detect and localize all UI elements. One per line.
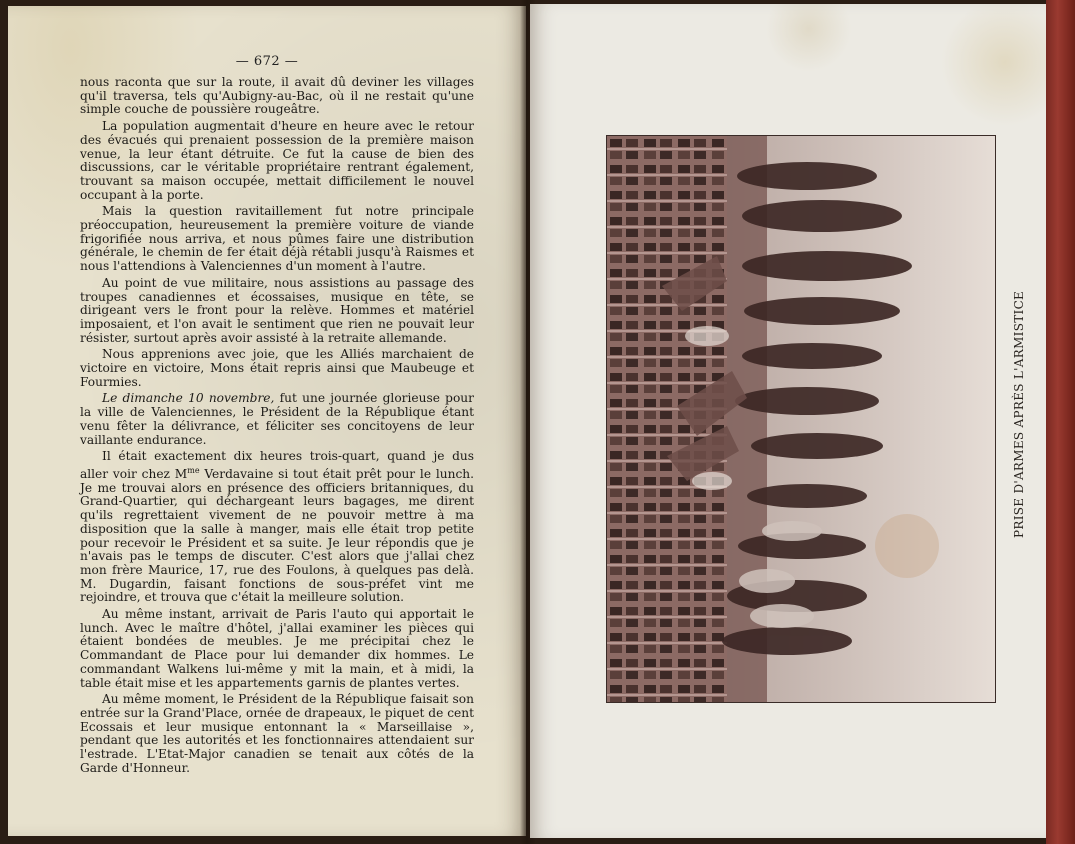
photograph-image xyxy=(607,136,995,702)
paragraph-6-rest: fut une journée glorieuse pour la ville de Valenciennes, le Président de la République étant venu fêter la délivrance, et féliciter ses concitoyens de leur vaillante endurance. xyxy=(80,391,474,447)
body-text xyxy=(80,76,474,779)
paragraph-8: Au même instant, arrivait de Paris l'auto qui apportait le lunch. Avec le maître d'hôtel, j'allai examiner les pièces qui étaient bondées de meubles. Je me précipitai chez le Commandant de Place pour lui demander dix hommes. Le commandant Walkens lui-même y mit la main, et à midi, la table était mise et les appartements garnis de plantes vertes. xyxy=(80,607,474,690)
paragraph-7 xyxy=(80,450,474,605)
superscript-me: me xyxy=(187,465,200,475)
paragraph-5: Nous apprenions avec joie, que les Alliés marchaient de victoire en victoire, Mons était repris ainsi que Maubeuge et Fourmies. xyxy=(80,347,474,389)
photograph-military-parade xyxy=(606,135,996,703)
paragraph-9: Au même moment, le Président de la République faisait son entrée sur la Grand'Place, ornée de drapeaux, le piquet de cent Ecossais et leur musique entonnant la « Marseillaise », pendant que les autorités et les fonctionnaires attendaient sur l'estrade. L'Etat-Major canadien se tenait aux côtés de la Garde d'Honneur. xyxy=(80,692,474,775)
paragraph-4: Au point de vue militaire, nous assistions au passage des troupes canadiennes et écossaises, musique en tête, se dirigeant vers le front pour la relève. Hommes et matériel imposaient, et l'on avait le sentiment que rien ne pouvait leur résister, surtout après avoir assisté à la retraite allemande. xyxy=(80,275,474,345)
paragraph-3: Mais la question ravitaillement fut notre principale préoccupation, heureusement la première voiture de viande frigorifiée nous arriva, et nous pûmes faire une distribution générale, le chemin de fer était déjà rétabli jusqu'à Raismes et nous l'attendions à Valenciennes d'un moment à l'autre. xyxy=(80,204,474,274)
paragraph-7-end: Verdavaine si tout était prêt pour le lunch. Je me trouvai alors en présence des officiers britanniques, du Grand-Quartier, qui déchargeant leurs bagages, me dirent qu'ils regrettaient vivement de ne pouvoir mettre à ma disposition que la salle à manger, mais elle était trop petite pour recevoir le Président et sa suite. Je leur répondis que je n'avais pas le temps de discuter. C'est alors que j'allai chez mon frère Maurice, 17, rue des Foulons, à quelques pas delà. M. Dugardin, faisant fonctions de sous-préfet vint me rejoindre, et trouva que c'était la meilleure solution. xyxy=(80,467,474,605)
page-number: — 672 — xyxy=(235,54,299,69)
left-page xyxy=(8,6,526,836)
photo-caption: PRISE D'ARMES APRÈS L'ARMISTICE xyxy=(1012,290,1026,538)
book-cover-edge xyxy=(1046,0,1075,844)
paragraph-1: nous raconta que sur la route, il avait dû deviner les villages qu'il traversa, tels qu'Aubigny-au-Bac, où il ne restait qu'une simple couche de poussière rougeâtre. xyxy=(80,75,474,117)
date-italic: Le dimanche 10 novembre, xyxy=(102,391,275,406)
paragraph-2: La population augmentait d'heure en heure avec le retour des évacués qui prenaient possession de la première maison venue, la leur étant détruite. Ce fut la cause de bien des discussions, car le véritable propriétaire rentrant également, trouvant sa maison occupée, mettait difficilement le nouvel occupant à la porte. xyxy=(80,119,474,202)
paragraph-7-start: Il était exactement dix heures trois-quart, quand je dus aller voir chez M xyxy=(80,449,474,482)
paragraph-6 xyxy=(80,392,474,447)
